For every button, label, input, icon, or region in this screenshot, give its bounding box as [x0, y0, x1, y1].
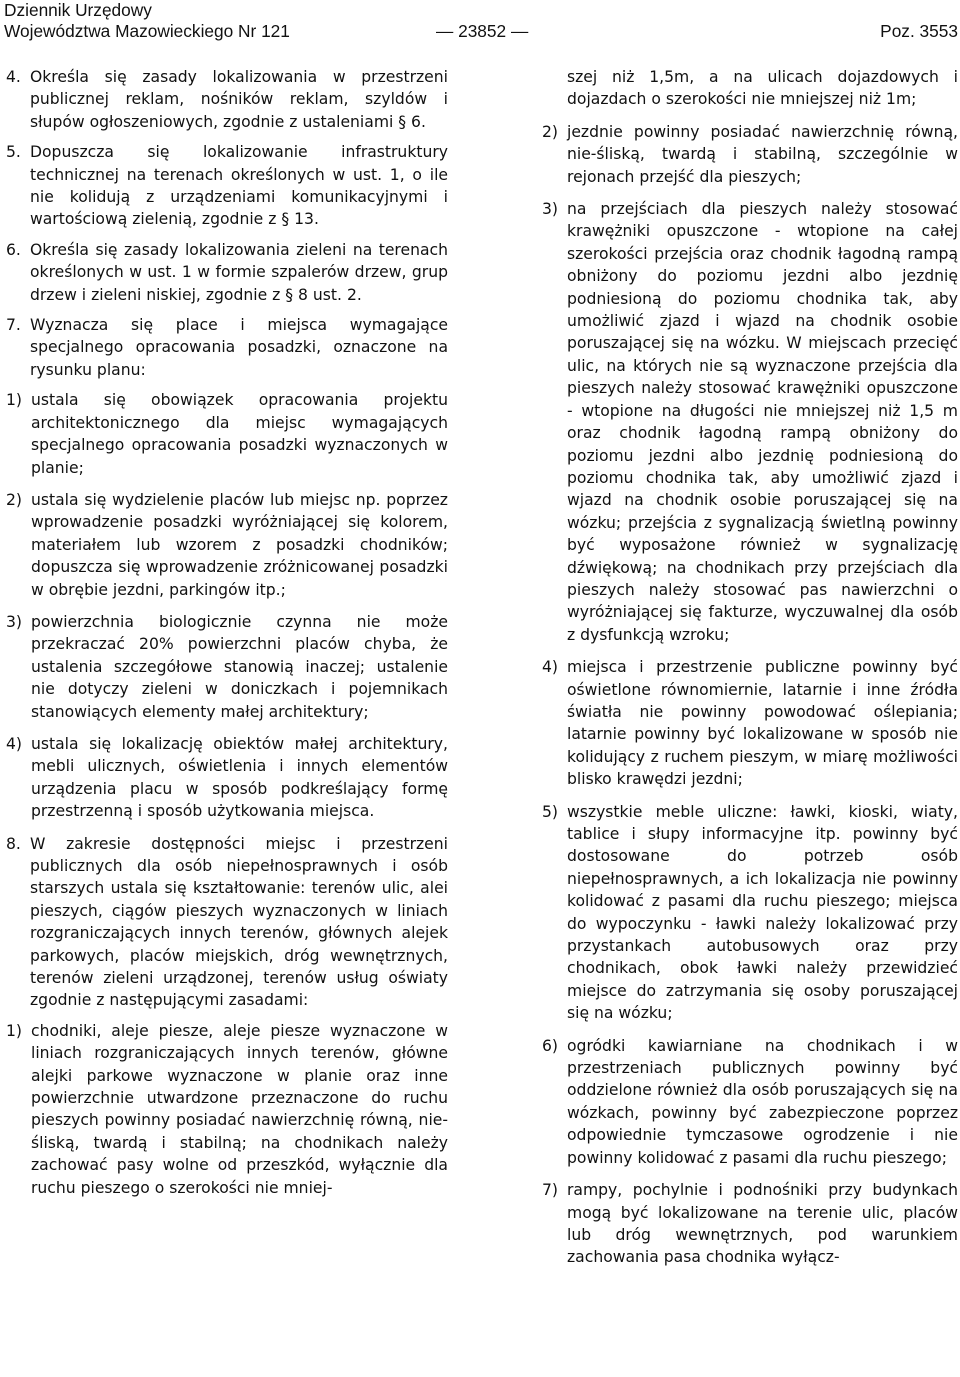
list-item [542, 1035, 958, 1169]
item-number: 2) [542, 122, 559, 141]
list-item [6, 733, 448, 823]
page-header [4, 0, 960, 44]
list-item [6, 611, 448, 723]
paragraph-8 [6, 833, 448, 1012]
item-text: szej niż 1,5m, a na ulicach dojazdowych i dojazdach o szerokości nie mniejszej niż 1m; [567, 68, 958, 109]
list-item [542, 801, 958, 1025]
paragraph-5 [6, 141, 448, 231]
item-text: na przejściach dla pieszych należy stosować krawężniki opuszczone - wtopione na całej szerokości przejścia oraz chodnik łagodną rampą obniżony do poziomu jezdni albo jezdnię podniesioną do poziomu chodnika tak, aby umożliwić zjazd i wjazd na chodnik osobie poruszającej się na wózku. W miejscach przecięć ulic, na których nie są wyznaczone przejścia dla pieszych należy stosować krawężniki opuszczone - wtopione na długości nie mniejszej niż 1,5 m oraz chodnik łagodną rampą obniżony do poziomu jezdni albo jezdnię podniesioną do poziomu chodnika tak, aby umożliwić zjazd i wjazd na chodnik osobie poruszającej się na wózku; przejścia z sygnalizacją świetlną powinny być wyposażone również w sygnalizację dźwiękową; na chodnikach przy przejściach dla pieszych należy stosować pas nawierzchni o wyróżniającej się fakturze, wyczuwalnej dla osób z dysfunkcją wzroku; [567, 200, 958, 644]
paragraph-number: 8. [6, 834, 21, 853]
item-number: 4) [542, 658, 559, 677]
list-item [6, 389, 448, 479]
left-column [6, 66, 448, 1209]
page-number: — 23852 — [436, 21, 529, 41]
paragraph-text: Określa się zasady lokalizowania w przestrzeni publicznej reklam, nośników reklam, szyldów i słupów ogłoszeniowych, zgodnie z ustaleniami § 6. [30, 68, 448, 131]
paragraph-text: Wyznacza się place i miejsca wymagające specjalnego opracowania posadzki, oznaczone na rysunku planu: [30, 316, 448, 379]
paragraph-text: W zakresie dostępności miejsc i przestrzeni publicznych dla osób niepełnosprawnych i osób starszych ustala się kształtowanie: terenów ulic, alei pieszych, ciągów pieszych wyznaczonych w liniach rozgraniczających innych terenów, głównych alejek parkowych, placów miejskich, dróg wewnętrznych, terenów zieleni urządzonej, terenów usług oświaty zgodnie z następującymi zasadami: [30, 834, 448, 1010]
item-text: ustala się lokalizację obiektów małej architektury, mebli ulicznych, oświetlenia i innych elementów urządzenia placu w sposób podkreślający formę przestrzenną i sposób użytkowania miejsca. [31, 734, 448, 821]
list-item [542, 656, 958, 790]
voivodeship-title: Województwa Mazowieckiego Nr 121 [4, 21, 290, 41]
item-number: 2) [6, 490, 23, 509]
item-number: 7) [542, 1181, 559, 1200]
item-number: 6) [542, 1036, 559, 1055]
list-item [542, 1179, 958, 1269]
item-number: 5) [542, 802, 559, 821]
item-text: ustala się obowiązek opracowania projektu architektonicznego dla miejsc wymagających specjalnego opracowania posadzki wyznaczonych w planie; [31, 391, 448, 477]
paragraph-number: 7. [6, 316, 21, 335]
position-number: Poz. 3553 [880, 21, 958, 41]
paragraph-number: 6. [6, 240, 21, 259]
paragraph-number: 4. [6, 68, 21, 86]
item-text: jezdnie powinny posiadać nawierzchnię równą, nie-śliską, twardą i stabilną, szczególnie w rejonach przejść dla pieszych; [567, 122, 958, 186]
item-number: 3) [542, 200, 559, 219]
item-text: powierzchnia biologicznie czynna nie może przekraczać 20% powierzchni placów chyba, że ustalenia szczegółowe stanowią inaczej; ustalenie nie dotyczy zieleni w doniczkach i pojemnikach stanowiących elementy małej architektury; [31, 612, 448, 721]
item-text: rampy, pochylnie i podnośniki przy budynkach mogą być lokalizowane na terenie ulic, placów lub dróg wewnętrznych, pod warunkiem zachowania pasa chodnika wyłącz- [567, 1181, 958, 1267]
item-text: ogródki kawiarniane na chodnikach i w przestrzeniach publicznych powinny być oddzielone również dla osób poruszających się na wózkach, powinny być zabezpieczone poprzez odpowiednie tymczasowe ogrodzenie i nie powinny kolidować z pasami dla ruchu pieszego; [567, 1036, 958, 1167]
paragraph-7 [6, 314, 448, 381]
item-number: 1) [6, 391, 23, 410]
list-item [6, 489, 448, 601]
item-number: 1) [6, 1021, 23, 1040]
paragraph-text: Dopuszcza się lokalizowanie infrastruktury technicznej na terenach określonych w ust. 1, o ile nie kolidują z urządzeniami komunikacyjnymi i wartościową zielenią, zgodnie z § 13. [30, 143, 448, 229]
paragraph-4 [6, 66, 448, 133]
list-item [542, 121, 958, 188]
paragraph-6 [6, 239, 448, 306]
item-text: wszystkie meble uliczne: ławki, kioski, wiaty, tablice i słupy informacyjne itp. powinny być dostosowane do potrzeb osób niepełnosprawnych, a ich lokalizacja nie powinny kolidować z pasami dla ruchu pieszego; miejsca do wypoczynku - ławki należy lokalizować przy przystankach autobusowych oraz przy chodnikach, obok ławki należy przewidzieć miejsce do zatrzymania się osoby poruszającej się na wózku; [567, 802, 958, 1023]
list-item [542, 198, 958, 646]
item-number: 4) [6, 734, 23, 753]
item-text: ustala się wydzielenie placów lub miejsc np. poprzez wprowadzenie posadzki wyróżniającej się kolorem, materiałem lub wzorem z posadzki chodników; dopuszcza się wprowadzenie zróżnicowanej posadzki w obrębie jezdni, parkingów itp.; [31, 490, 448, 599]
item-number: 3) [6, 612, 23, 631]
right-column [542, 66, 958, 1279]
item-text: miejsca i przestrzenie publiczne powinny być oświetlone równomiernie, latarnie i inne źródła światła nie powinny powodować oślepiania; latarnie powinny być lokalizowane w sposób nie kolidujący z ruchem pieszym, w miarę możliwości blisko krawędzi jezdni; [567, 658, 958, 789]
list-item [6, 1020, 448, 1199]
item-text: chodniki, aleje piesze, aleje piesze wyznaczone w liniach rozgraniczających innych terenów, główne alejki parkowe wyznaczone w planie oraz inne powierzchnie utwardzone przeznaczone do ruchu pieszych powinny posiadać nawierzchnię równą, nie-śliską, twardą i stabilną; na chodnikach należy zachować pasy wolne od przeszkód, wyłącznie dla ruchu pieszego o szerokości nie mniej- [31, 1021, 448, 1197]
journal-title: Dziennik Urzędowy [4, 0, 152, 20]
paragraph-number: 5. [6, 143, 21, 162]
paragraph-text: Określa się zasady lokalizowania zieleni na terenach określonych w ust. 1 w formie szpalerów drzew, grup drzew i zieleni niskiej, zgodnie z § 8 ust. 2. [30, 240, 448, 304]
list-item-continuation [542, 66, 958, 111]
